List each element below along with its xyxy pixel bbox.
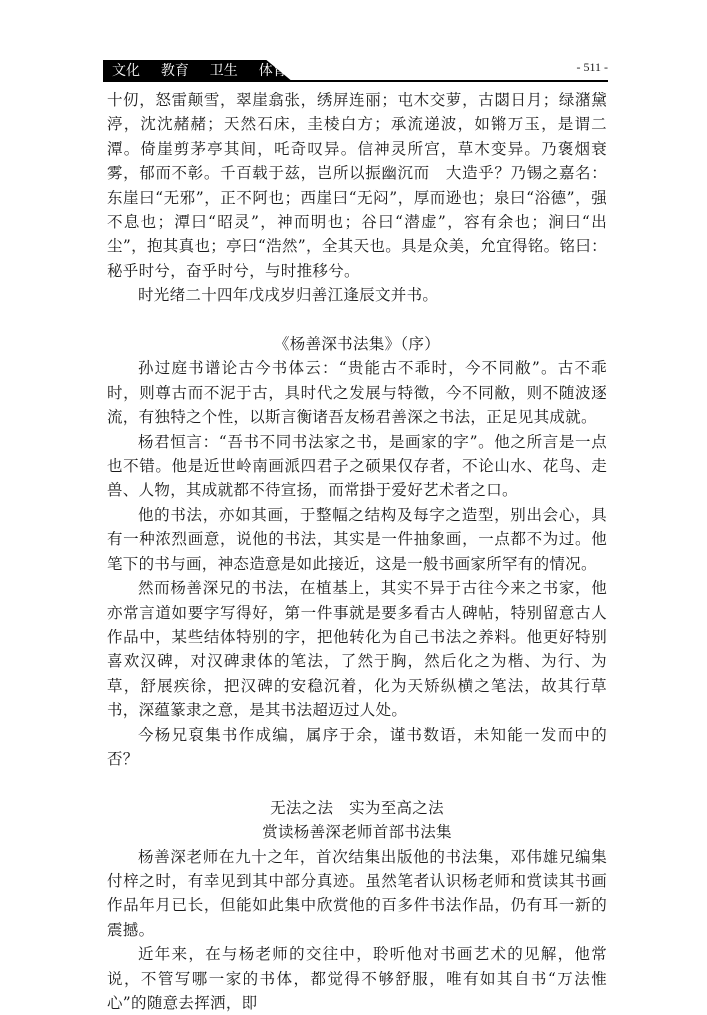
paragraph: 杨善深老师在九十之年，首次结集出版他的书法集，邓伟雄兄编集付梓之时，有幸见到其中部分真迹。虽然笔者认识杨老师和赏读其书画作品年月已长，但能如此集中欣赏他的百多件书法作品，仍有耳一新的震撼。 [107,847,607,939]
paragraph: 十仞，怒雷颠雪，翠崖翕张，绣屏连丽；屯木交萝，古閟日月；绿潴黛渟，沈沈赭赭；天然石床，圭棱白方；承流递波，如锵万玉，是谓二潭。倚崖剪茅亭其间，吒奇叹异。信神灵所宫，草木变异。乃褒烟衰雾，郁而不彰。千百载于兹，岂所以振幽沉而 大造乎？乃锡之嘉名：东崖曰“无邪”，正不阿也；西崖曰“无闷”，厚而逊也；泉曰“浴德”，强不息也；潭曰“昭灵”，神而明也；谷曰“潜虚”，容有余也；涧曰“出尘”，抱其真也；亭曰“浩然”，全其天也。具是众美，允宜得铭。铭曰：秘乎时兮，奋乎时兮，与时推移兮。 [107,91,607,280]
section-gap [107,771,607,795]
paragraph: 孙过庭书谱论古今书体云：“贵能古不乖时，今不同敝”。古不乖时，则尊古而不泥于古，具时代之发展与特徵，今不同敝，则不随波逐流，有独特之个性，以斯言衡诸吾友杨君善深之书法，正足见其成就。 [107,359,607,427]
page-number: - 511 - [576,60,608,74]
page-body [107,88,607,1015]
section-gap [107,308,607,332]
section-subtitle: 赏读杨善深老师首部书法集 [262,823,452,842]
paragraph: 时光绪二十四年戊戌岁归善江逢辰文并书。 [138,286,439,305]
paragraph: 近年来，在与杨老师的交往中，聆听他对书画艺术的见解，他常说，不管写哪一家的书体，都觉得不够舒服，唯有如其自书“万法惟心”的随意去挥洒，即 [107,945,607,1012]
paragraph: 今杨兄裒集书作成编，属序于余，谨书数语，未知能一发而中的否？ [107,725,607,768]
section-label: 文化 教育 卫生 体育 [112,63,287,79]
header-rule [103,80,608,82]
paragraph: 他的书法，亦如其画，于整幅之结构及每字之造型，别出会心，具有一种浓烈画意，说他的书法，其实是一件抽象画，一点都不为过。他笔下的书与画，神态造意是如此接近，这是一般书画家所罕有的情况。 [107,505,607,573]
paragraph: 杨君恒言：“吾书不同书法家之书，是画家的字”。他之所言是一点也不错。他是近世岭南画派四君子之硕果仅存者，不论山水、花鸟、走兽、人物，其成就都不待宣扬，而常掛于爱好艺术者之口。 [107,432,607,500]
paragraph: 然而杨善深兄的书法，在植基上，其实不异于古往今来之书家，他亦常言道如要字写得好，第一件事就是要多看古人碑帖，特别留意古人作品中，某些结体特别的字，把他转化为自己书法之养料。他更好特别喜欢汉碑，对汉碑隶体的笔法，了然于胸，然后化之为楷、为行、为草，舒展疾徐，把汉碑的安稳沉着，化为天矫纵横之笔法，故其行草书，深蕴篆隶之意，是其书法超迈过人处。 [107,579,607,720]
section-title: 无法之法 实为至高之法 [270,798,444,817]
section-title: 《杨善深书法集》（序） [273,335,441,354]
